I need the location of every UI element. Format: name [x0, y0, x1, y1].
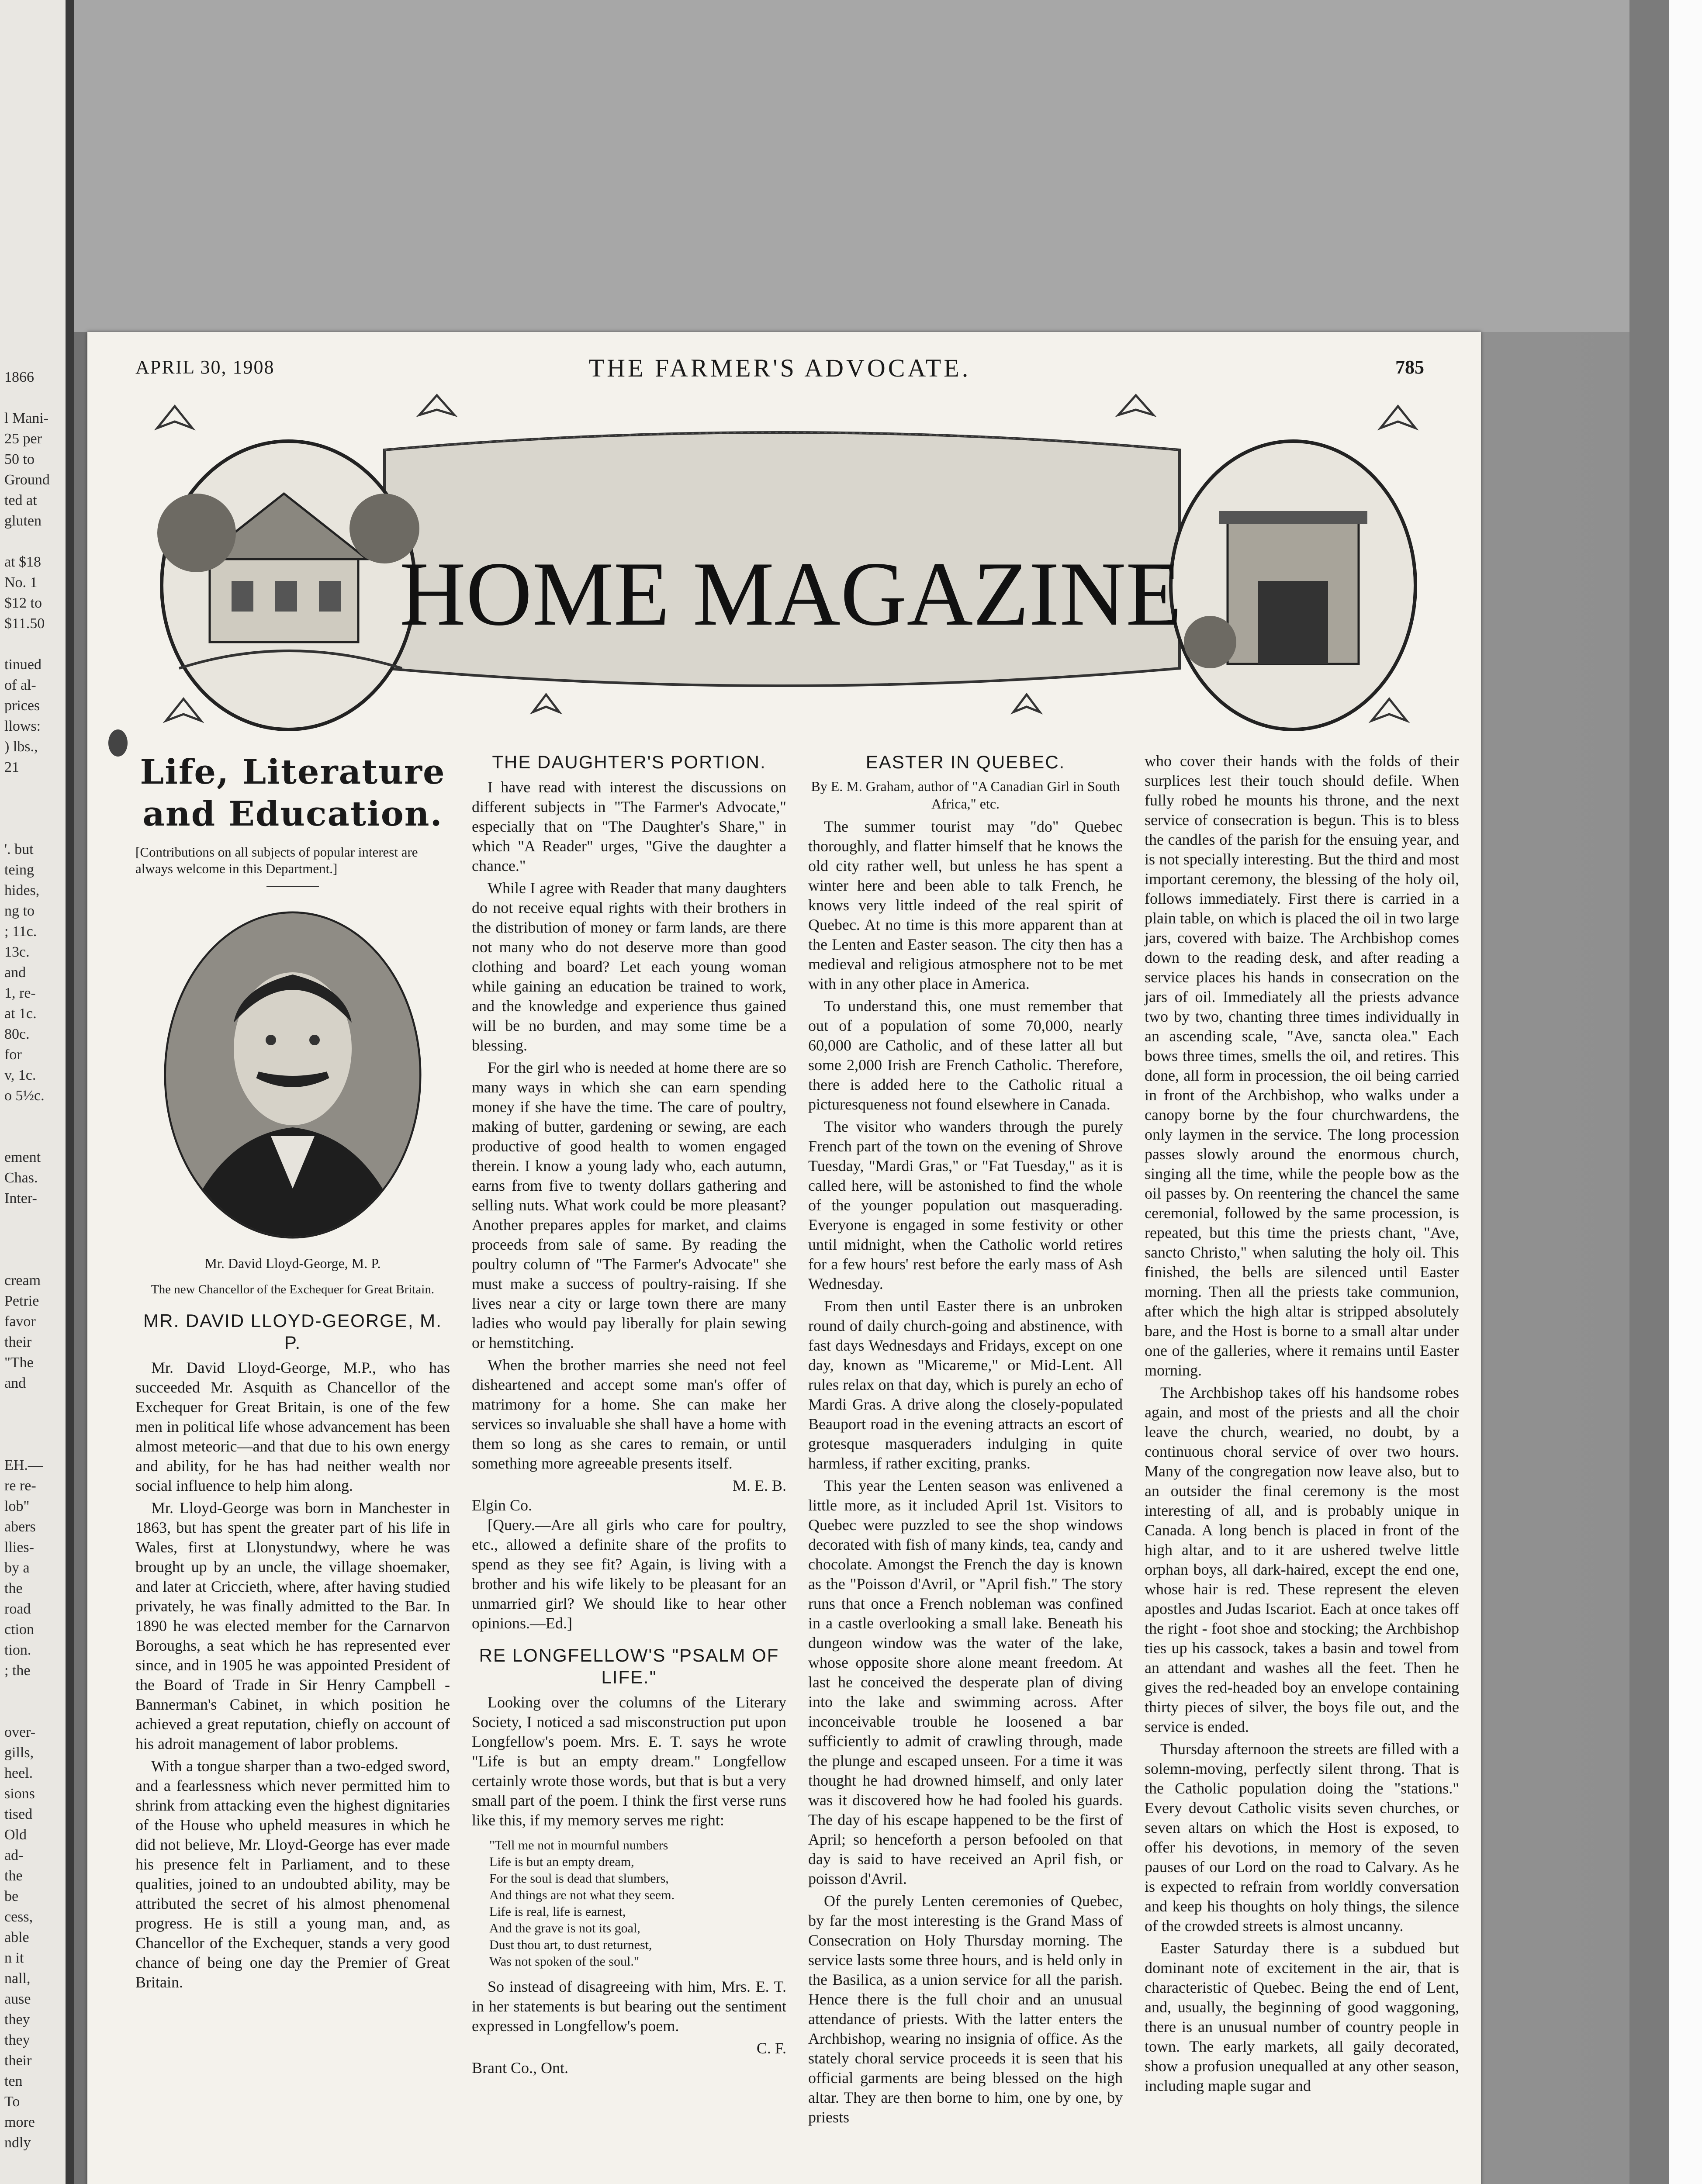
- article-paragraph: From then until Easter there is an unbroken round of daily church-going and abstinence, with fast days Wednesdays and Fridays, except on one day, known as "Micareme," or Mid-Lent. All rules relax on that day, which is purely an echo of Mardi Gras. A drive along the closely-populated Beauport road in the evening attracts an escort of grotesque masqueraders indulging in quite harmless, if rather exciting, pranks.: [808, 1297, 1123, 1472]
- article-paragraph: When the brother marries she need not feel disheartened and accept some man's offer of matrimony for a home. She can make her services so invaluable she shall have a home with them so long as she cares to remain, or until something more agreeable presents itself.: [472, 1356, 786, 1472]
- article-paragraph: who cover their hands with the folds of their surplices lest their touch should defile. When fully robed he mounts his throne, and the next service of consecration is begun. This is to bless the candles of the parish for the ensuing year, and is not specially interesting. But the third and most important ceremony, the blessing of the holy oil, follows immediately. First there is carried in a plain table, on which is placed the oil in two large jars, covered with baize. The Archbishop comes down to the reading desk, and after reading a service places his hands in consecration on the jars of oil. Immediately all the priests advance two by two, chanting three times individually in an ascending scale, "Ave, sancta olea." Each bows three times, smells the oil, and retires. This done, all form in procession, the oil being carried in front of the Archbishop, who walks under a canopy borne by the four churchwardens, the only laymen in the service. The long procession passes slowly around the enormous church, singing all the time, while the people bow as the oil passes by. On reentering the chancel the same ceremonial, followed by the same procession, is repeated, but this time the priests chant, "Ave, sancto Christo," when saluting the holy oil. This finished, the bells are silenced until Easter morning. Then all the priests take communion, after which the high altar is stripped absolutely bare, and the Host is borne to a small altar under one of the galleries, where it remains until Easter morning.: [1145, 752, 1459, 1379]
- poem-quotation: [489, 1837, 786, 1970]
- page-gutter-shadow: [66, 0, 74, 2184]
- farmhouse-vignette: [157, 441, 419, 729]
- department-heading-line1: Life, Literature: [140, 752, 446, 792]
- department-heading-line2: and Education.: [142, 794, 443, 834]
- article-paragraph: Easter Saturday there is a subdued but dominant note of excitement in the air, that is characteristic of Quebec. Being the end of Lent, and, usually, the beginning of good waggoning, there is an unusual number of country people in town. The early markets, all gaily decorated, show a profusion unequalled at any other season, including maple sugar and: [1145, 1939, 1459, 2094]
- running-header: [135, 356, 1424, 382]
- binding-hole: [108, 729, 128, 757]
- byline: By E. M. Graham, author of "A Canadian Girl in South Africa," etc.: [811, 778, 1120, 812]
- article-title: EASTER IN QUEBEC.: [865, 752, 1065, 772]
- scanner-white-edge: [1669, 0, 1702, 2184]
- home-magazine-banner: [140, 389, 1424, 747]
- article-paragraph: With a tongue sharper than a two-edged sword, and a fearlessness which never permitted him to shrink from attacking even the highest dignitaries of the House who upheld measures in which he did not believe, Mr. Lloyd-George has ever made his presence felt in Parliament, and to these qualities, joined to an undoubted ability, may be attributed the secret of his almost phenomenal progress. He is still a young man, and, as Chancellor of the Exchequer, stands a very good chance of being one day the Premier of Great Britain.: [135, 1757, 450, 1991]
- article-paragraph: So instead of disagreeing with him, Mrs. E. T. in her statements is but bearing out the sentiment expressed in Longfellow's poem.: [472, 1978, 786, 2035]
- article-paragraph: Thursday afternoon the streets are filled with a solemn-moving, perfectly silent throng. That is the Catholic population doing the "stations." Every devout Catholic visits seven churches, or seven altars on which the Host is exposed, to offer his devotions, in memory of the seven pauses of our Lord on the road to Calvary. As he is expected to refrain from worldly conversation and keep his thoughts on holy things, the silence of the crowded streets is almost uncanny.: [1145, 1740, 1459, 1935]
- poem-line: "Tell me not in mournful numbers: [489, 1838, 668, 1852]
- column-life-literature: [135, 751, 450, 1995]
- previous-page-strip: [0, 0, 74, 2184]
- poem-line: For the soul is dead that slumbers,: [489, 1871, 669, 1886]
- article-paragraph: Of the purely Lenten ceremonies of Quebec, by far the most interesting is the Grand Mass of Consecration on Holy Thursday morning. The service lasts some three hours, and is held only in the Basilica, as a union service for all the parish. Hence there is the full choir and an unusual attendance of priests. With the latter enters the Archbishop, wearing no insignia of office. As the stately choral service proceeds it is seen that his official garments are being blessed on the high altar. They are then borne to him, one by one, by priests: [808, 1892, 1123, 2126]
- poem-line: Life is but an empty dream,: [489, 1855, 634, 1869]
- column-daughters-portion: [472, 751, 786, 2078]
- signature: C. F.: [756, 2039, 786, 2057]
- article-title: THE DAUGHTER'S PORTION.: [492, 752, 766, 772]
- article-paragraph: For the girl who is needed at home there are so many ways in which she can earn spending money if she have the time. The care of poultry, making of butter, gardening or sewing, are each productive of good health to women engaged therein. I know a young lady who, each autumn, earns from five to twenty dollars gathering and selling nuts. What work could be more pleasant? Another prepares apples for market, and claims proceeds from sale of same. By reading the poultry column of "The Farmer's Advocate" she must make a success of poultry-raising. If she lives near a city or large town there are many ladies who would pay liberally for plain sewing or hemstitching.: [472, 1059, 786, 1351]
- place: Brant Co., Ont.: [472, 2059, 568, 2077]
- contributions-note: [Contributions on all subjects of popular interest are always welcome in this Department.]: [135, 844, 418, 876]
- place: Elgin Co.: [472, 1496, 533, 1514]
- lloyd-george-portrait: [162, 909, 424, 1241]
- magazine-page: [87, 332, 1481, 2184]
- divider: [266, 886, 319, 887]
- column-easter-in-quebec: [808, 751, 1123, 2130]
- page-number: 785: [1395, 356, 1424, 378]
- article-paragraph: The visitor who wanders through the purely French part of the town on the evening of Shrove Tuesday, "Mardi Gras," or "Fat Tuesday," as it is called here, will be astonished to find the whole of the younger population out masquerading. Everyone is engaged in some festivity or other until midnight, when the Catholic world retires for a few hours' rest before the early mass of Ash Wednesday.: [808, 1118, 1123, 1292]
- article-title: RE LONGFELLOW'S "PSALM OF LIFE.": [479, 1645, 779, 1687]
- poem-line: And things are not what they seem.: [489, 1888, 675, 1902]
- article-paragraph: This year the Lenten season was enlivened a little more, as it included April 1st. Visitors to Quebec were puzzled to see the shop windows decorated with fish of many kinds, tea, candy and chocolate. Amongst the French the day is known as the "Poisson d'Avril, or "April fish." The story runs that once a French nobleman was confined in a castle overlooking a small lake. Beneath his dungeon window was the water of the lake, whose opposite shore alone meant freedom. At last he conceived the desperate plan of diving into the lake and swimming across. After inconceivable trouble he loosened a bar sufficiently to admit of crawling through, made the plunge and escaped unseen. For a time it was thought he had drowned himself, and only later was it discovered how he had fooled his guards. The day of his escape happened to be the first of April; so henceforth a person befooled on that day is said to have received an April fish, or poisson d'Avril.: [808, 1477, 1123, 1887]
- signature: M. E. B.: [732, 1477, 786, 1494]
- article-title: MR. DAVID LLOYD-GEORGE, M. P.: [143, 1310, 442, 1353]
- publication-title: THE FARMER'S ADVOCATE.: [588, 354, 971, 382]
- previous-page-fragment-text: 1866 l Mani- 25 per 50 to Ground ted at gluten at $18 No. 1 $12 to $11.50 tinued of al- prices llows: ) lbs., 21 '. but teing hides, ng to ; 11c. 13c. and 1, re- at 1c. 80c. for v, 1c. o 5½c. ement Chas. Inter- cream Petrie favor their "The and EH.— re re- lob" abers llies- by a the road ction tion. ; the over- gills, heel. sions tised Old ad- the be cess, able n it nall, ause they they their ten To more ndly: [4, 369, 50, 2151]
- poem-line: Was not spoken of the soul.": [489, 1954, 640, 1969]
- fireside-interior-vignette: [1171, 441, 1415, 729]
- issue-date: APRIL 30, 1908: [135, 356, 275, 378]
- article-paragraph: Mr. Lloyd-George was born in Manchester in 1863, but has spent the greater part of his life in Wales, first at Llonystundwy, where he was brought up by an uncle, the village shoemaker, and later at Criccieth, where, after having studied privately, he was finally admitted to the Bar. In 1890 he was elected member for the Carnarvon Boroughs, a seat which he has represented ever since, and in 1905 he was appointed President of the Board of Trade in Sir Henry Campbell - Bannerman's Cabinet, in which position he achieved a great reputation, chiefly on account of his adroit management of labor problems.: [135, 1499, 450, 1752]
- poem-line: And the grave is not its goal,: [489, 1921, 640, 1935]
- column-easter-continued: [1145, 751, 1459, 2098]
- article-paragraph: The Archbishop takes off his handsome robes again, and most of the priests and all the choir leave the church, wearied, no doubt, by a continuous choral service of over two hours. Many of the congregation now leave also, but to an outsider the final ceremony is the most interesting of all, and is probably unique in Canada. A long bench is placed in front of the high altar, and to it are ushered twelve little orphan boys, all dark-haired, except the end one, whose hair is red. These represent the eleven apostles and Judas Iscariot. Each at once takes off the right - foot shoe and stocking; the Archbishop ties up his cassock, takes a basin and towel from an attendant and washes all the feet. Then he gives the red-headed boy an envelope containing thirty pieces of silver, the boys file out, and the service is ended.: [1145, 1384, 1459, 1735]
- poem-line: Life is real, life is earnest,: [489, 1904, 626, 1919]
- poem-line: Dust thou art, to dust returnest,: [489, 1938, 652, 1952]
- banner-title: HOME MAGAZINE: [399, 543, 1182, 645]
- editor-query: [Query.—Are all girls who care for poultry, etc., allowed a definite share of the profits to spend as they see fit? Again, is living with a brother and his wife likely to be pleasant for an unmarried girl? We should like to hear other opinions.—Ed.]: [472, 1516, 786, 1632]
- article-paragraph: I have read with interest the discussions on different subjects in "The Farmer's Advocate," especially that on "The Daughter's Share," in which "A Reader" urges, "Give the daughter a chance.": [472, 778, 786, 874]
- article-paragraph: To understand this, one must remember that out of a population of some 70,000, nearly 60,000 are Catholic, and of these latter all but some 2,000 Irish are French Catholic. Therefore, there is added here to the Catholic ritual a picturesqueness not found elsewhere in Canada.: [808, 997, 1123, 1113]
- article-paragraph: Looking over the columns of the Literary Society, I noticed a sad misconstruction put upon Longfellow's poem. Mrs. E. T. says he wrote "Life is but an empty dream." Longfellow certainly wrote those words, but that is but a very small part of the poem. I think the first verse runs like this, if my memory serves me right:: [472, 1693, 786, 1829]
- portrait-caption: Mr. David Lloyd-George, M. P.: [204, 1255, 381, 1271]
- article-paragraph: While I agree with Reader that many daughters do not receive equal rights with their brothers in the distribution of money or farm lands, are there not many who do not deserve more than good clothing and board? Let each young woman while gaining an education be trained to work, and the knowledge and experience thus gained will be no burden, and may some time be a blessing.: [472, 879, 786, 1054]
- portrait-subcaption: The new Chancellor of the Exchequer for Great Britain.: [151, 1282, 435, 1296]
- scanner-top-margin: [74, 0, 1629, 332]
- article-paragraph: Mr. David Lloyd-George, M.P., who has succeeded Mr. Asquith as Chancellor of the Exchequer for Great Britain, is one of the few men in political life whose advancement has been almost meteoric—and that due to his own energy and ability, for he has had neither wealth nor social influence to help him along.: [135, 1359, 450, 1494]
- article-paragraph: The summer tourist may "do" Quebec thoroughly, and flatter himself that he knows the old city rather well, but unless he has spent a winter here and been able to talk French, he knows very little indeed of the real spirit of Quebec. At no time is this more apparent than at the Lenten and Easter season. The city then has a medieval and religious atmosphere not to be met with in any other place in America.: [808, 818, 1123, 992]
